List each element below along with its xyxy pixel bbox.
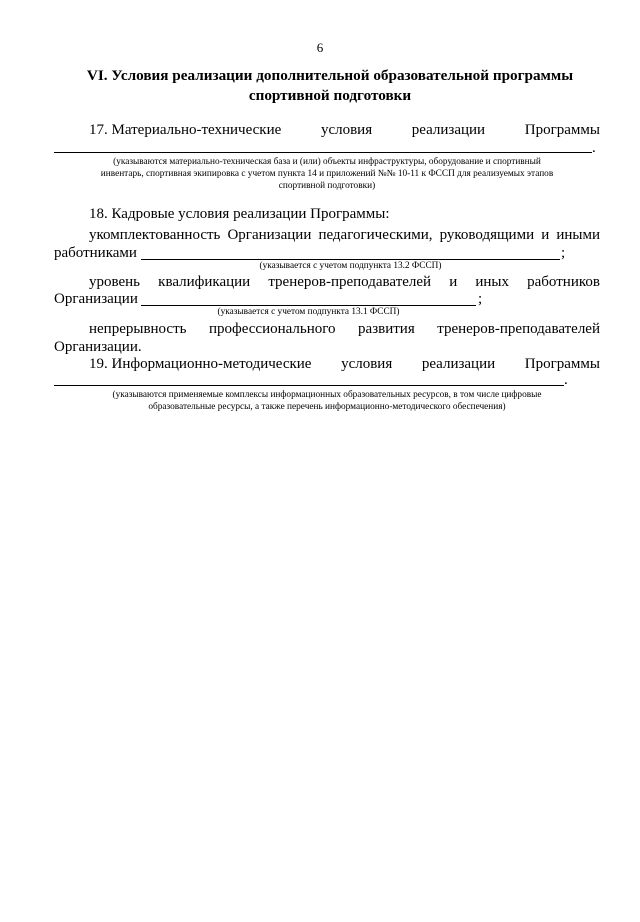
item19-word2: условия <box>341 356 393 372</box>
cont-word4: тренеров-преподавателей <box>437 321 600 337</box>
item17-word2: условия <box>320 122 373 138</box>
item17-end: . <box>592 140 596 156</box>
qual-word6: работников <box>527 274 600 290</box>
item19-line <box>89 355 600 373</box>
item18-staffing-note: (указывается с учетом подпункта 13.2 ФССП) <box>259 261 442 271</box>
item17-note-line3: спортивной подготовки) <box>278 181 376 191</box>
item17-fill-line <box>54 152 592 153</box>
qual-word3: тренеров-преподавателей <box>268 274 432 290</box>
item18-qualification-line <box>89 273 600 291</box>
item17-word1: 17. Материально-технические <box>89 122 282 138</box>
cont-word2: профессионального <box>208 321 336 337</box>
item18-staffing-line1: укомплектованность Организации педагогическими, руководящими и иными <box>89 227 600 243</box>
item18-qualification-word: Организации <box>54 291 138 307</box>
section-heading <box>60 66 600 106</box>
section-title-line2: спортивной подготовки <box>248 87 412 104</box>
cont-word3: развития <box>358 321 415 337</box>
item19-word4: Программы <box>524 356 600 372</box>
item17-word4: Программы <box>524 122 600 138</box>
item18-qualification-note: (указывается с учетом подпункта 13.1 ФССП) <box>217 307 400 317</box>
item19-note-line1: (указываются применяемые комплексы информационных образовательных ресурсов, в том числе цифровые <box>112 390 542 400</box>
section-title-line1: VI. Условия реализации дополнительной образовательной программы <box>86 67 574 84</box>
item18-qualification-end: ; <box>478 291 483 307</box>
item18-staffing-end: ; <box>561 245 566 261</box>
item18-continuity-line <box>89 320 600 338</box>
item18-staffing-word: работниками <box>54 245 137 261</box>
item18-heading: 18. Кадровые условия реализации Программы: <box>89 206 390 222</box>
item17-note <box>54 156 600 192</box>
item19-word1: 19. Информационно-методические <box>89 356 312 372</box>
item19-end: . <box>564 372 568 388</box>
item19-note-line2: образовательные ресурсы, а также перечень информационно-методического обеспечения) <box>148 402 506 412</box>
item18-continuity-line2: Организации. <box>54 339 142 355</box>
item19-fill-line <box>54 385 564 386</box>
page-number: 6 <box>316 40 324 55</box>
item19-note <box>54 389 600 413</box>
qual-word2: квалификации <box>158 274 251 290</box>
item17-line <box>89 121 600 139</box>
qual-word4: и <box>449 274 458 290</box>
item17-word3: реализации <box>411 122 486 138</box>
item17-note-line1: (указываются материально-техническая база и (или) объекты инфраструктуры, оборудование и спортивный <box>113 157 541 167</box>
cont-word1: непрерывность <box>89 321 187 337</box>
item17-note-line2: инвентарь, спортивная экипировка с учетом пункта 14 и приложений №№ 10-11 к ФССП для реализуемых этапов <box>100 169 554 179</box>
item19-word3: реализации <box>421 356 496 372</box>
qual-word5: иных <box>475 274 510 290</box>
qual-word1: уровень <box>89 274 141 290</box>
